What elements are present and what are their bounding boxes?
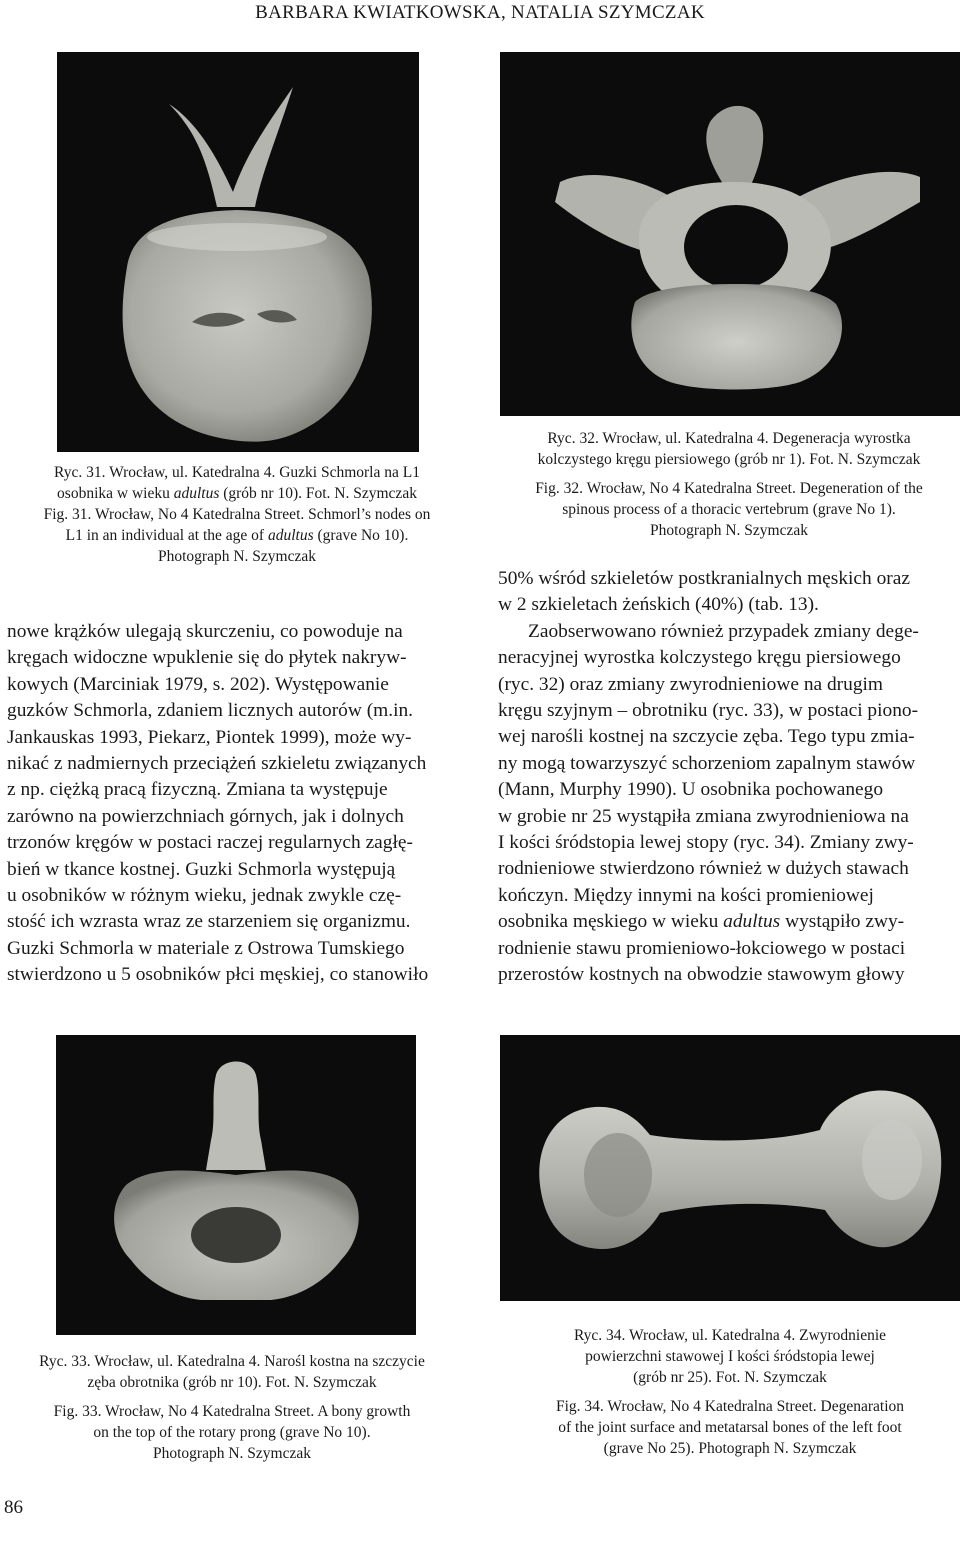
text-line: w grobie nr 25 wystąpiła zmiana zwyrodnieniowa na bbox=[498, 805, 909, 827]
fig34-caption-en-1: Fig. 34. Wrocław, No 4 Katedralna Street. Degenaration bbox=[555, 1398, 905, 1415]
text-line: neracyjnej wyrostka kolczystego kręgu piersiowego bbox=[498, 647, 901, 669]
fig32-caption bbox=[498, 428, 960, 541]
text-line: trzonów kręgów w postaci raczej regularnych zagłę- bbox=[7, 832, 413, 854]
fig31-caption bbox=[6, 462, 468, 567]
fig31-caption-pl-2 bbox=[6, 483, 468, 504]
fig34-caption-pl-1: Ryc. 34. Wrocław, ul. Katedralna 4. Zwyrodnienie bbox=[573, 1327, 887, 1344]
spacer bbox=[2, 1393, 462, 1401]
fig31-caption-en-3: Photograph N. Szymczak bbox=[158, 548, 316, 565]
fig33-caption-en-1: Fig. 33. Wrocław, No 4 Katedralna Street. A bony growth bbox=[53, 1403, 411, 1420]
text-line: Jankauskas 1993, Piekarz, Piontek 1999), może wy- bbox=[7, 726, 412, 748]
text-line: u osobników w różnym wieku, jednak zwykle czę- bbox=[7, 885, 402, 907]
vertebra-l1-image bbox=[57, 52, 419, 452]
fig31-caption-en-1: Fig. 31. Wrocław, No 4 Katedralna Street. Schmorl’s nodes on bbox=[43, 506, 431, 523]
text-line bbox=[498, 909, 958, 935]
text-line: kończyn. Między innymi na kości promieniowej bbox=[498, 884, 874, 906]
fig32-caption-pl-2: kolczystego kręgu piersiowego (grób nr 1). Fot. N. Szymczak bbox=[537, 451, 921, 468]
text-line: nikać z nadmiernych przeciążeń szkieletu związanych bbox=[7, 753, 427, 775]
text-line: z np. ciężką pracą fizyczną. Zmiana ta występuje bbox=[7, 779, 388, 801]
fig32-caption-en-2: spinous process of a thoracic vertebrum (grave No 1). bbox=[562, 501, 896, 518]
fig34-caption-en-3: (grave No 25). Photograph N. Szymczak bbox=[603, 1440, 857, 1457]
thoracic-vertebra-image bbox=[500, 52, 960, 416]
fig32-caption-pl-1: Ryc. 32. Wrocław, ul. Katedralna 4. Degeneracja wyrostka bbox=[547, 430, 911, 447]
running-header: BARBARA KWIATKOWSKA, NATALIA SZYMCZAK bbox=[255, 2, 705, 23]
text-line: wej narośli kostnej na szczycie zęba. Tego typu zmia- bbox=[498, 726, 915, 748]
fig33-caption-en-3: Photograph N. Szymczak bbox=[153, 1445, 311, 1462]
text-line: bień w tkance kostnej. Guzki Schmorla występują bbox=[7, 858, 396, 880]
text-line: rodnienie stawu promieniowo-łokciowego w postaci bbox=[498, 937, 906, 959]
text-line: przerostów kostnych na obwodzie stawowym głowy bbox=[498, 964, 905, 986]
italic-term: adultus bbox=[267, 527, 314, 544]
italic-term: adultus bbox=[173, 485, 220, 502]
text-line: rodnieniowe stwierdzono również w dużych stawach bbox=[498, 858, 909, 880]
text-line: stość ich wzrasta wraz ze starzeniem się organizmu. bbox=[7, 911, 411, 933]
text-line: guzków Schmorla, zdaniem licznych autorów (m.in. bbox=[7, 700, 414, 722]
text-line: 50% wśród szkieletów postkranialnych męskich oraz bbox=[498, 568, 910, 589]
spacer bbox=[498, 470, 960, 478]
fig34-caption-pl-2: powierzchni stawowej I kości śródstopia lewej bbox=[585, 1348, 875, 1365]
fig34-caption-pl-3: (grób nr 25). Fot. N. Szymczak bbox=[633, 1369, 827, 1386]
fig33-caption bbox=[2, 1351, 462, 1464]
fig33-photo bbox=[56, 1035, 416, 1335]
spacer bbox=[500, 1388, 960, 1396]
fig34-photo bbox=[500, 1035, 960, 1301]
fig34-caption bbox=[500, 1325, 960, 1459]
fig31-photo bbox=[57, 52, 419, 452]
text-run: (grób nr 10). Fot. N. Szymczak bbox=[219, 485, 417, 502]
text-run: osobnika męskiego w wieku bbox=[498, 911, 724, 933]
fig33-caption-pl-2: zęba obrotnika (grób nr 10). Fot. N. Szymczak bbox=[87, 1374, 377, 1391]
text-line: Guzki Schmorla w materiale z Ostrowa Tumskiego bbox=[7, 937, 405, 959]
text-line: zarówno na powierzchniach górnych, jak i dolnych bbox=[7, 805, 404, 827]
text-line: (ryc. 32) oraz zmiany zwyrodnieniowe na drugim bbox=[498, 673, 883, 695]
text-run: wystąpiło zwy- bbox=[780, 911, 905, 933]
text-line: I kości śródstopia lewej stopy (ryc. 34). Zmiany zwy- bbox=[498, 832, 914, 854]
text-line: ny mogą towarzyszyć schorzeniom zapalnym stawów bbox=[498, 752, 916, 774]
text-run: L1 in an individual at the age of bbox=[65, 527, 268, 544]
right-column-text bbox=[498, 566, 958, 989]
text-line: (Mann, Murphy 1990). U osobnika pochowanego bbox=[498, 779, 884, 801]
fig33-caption-en-2: on the top of the rotary prong (grave No 10). bbox=[93, 1424, 371, 1441]
fig31-caption-en-2 bbox=[6, 525, 468, 546]
fig32-photo bbox=[500, 52, 960, 416]
text-line: kręgu szyjnym – obrotniku (ryc. 33), w postaci piono- bbox=[498, 700, 919, 722]
fig34-caption-en-2: of the joint surface and metatarsal bones of the left foot bbox=[558, 1419, 902, 1436]
italic-term: adultus bbox=[723, 911, 781, 933]
fig32-caption-en-3: Photograph N. Szymczak bbox=[650, 522, 808, 539]
text-line: nowe krążków ulegają skurczeniu, co powoduje na bbox=[7, 621, 403, 642]
left-column-text bbox=[7, 619, 463, 989]
text-run: osobnika w wieku bbox=[57, 485, 174, 502]
fig33-caption-pl-1: Ryc. 33. Wrocław, ul. Katedralna 4. Narośl kostna na szczycie bbox=[39, 1353, 425, 1370]
text-line: stwierdzono u 5 osobników płci męskiej, co stanowiło bbox=[7, 964, 429, 986]
axis-vertebra-image bbox=[56, 1035, 416, 1335]
fig31-caption-pl-1: Ryc. 31. Wrocław, ul. Katedralna 4. Guzki Schmorla na L1 bbox=[54, 464, 420, 481]
metatarsal-image bbox=[500, 1035, 960, 1301]
text-line: kręgach widoczne wpuklenie się do płytek nakryw- bbox=[7, 647, 407, 669]
text-run: (grave No 10). bbox=[313, 527, 409, 544]
fig32-caption-en-1: Fig. 32. Wrocław, No 4 Katedralna Street. Degeneration of the bbox=[535, 480, 923, 497]
text-line: Zaobserwowano również przypadek zmiany dege- bbox=[528, 620, 919, 642]
text-line: w 2 szkieletach żeńskich (40%) (tab. 13). bbox=[498, 594, 819, 616]
page-number: 86 bbox=[4, 1497, 23, 1518]
text-line: kowych (Marciniak 1979, s. 202). Występowanie bbox=[7, 673, 389, 695]
